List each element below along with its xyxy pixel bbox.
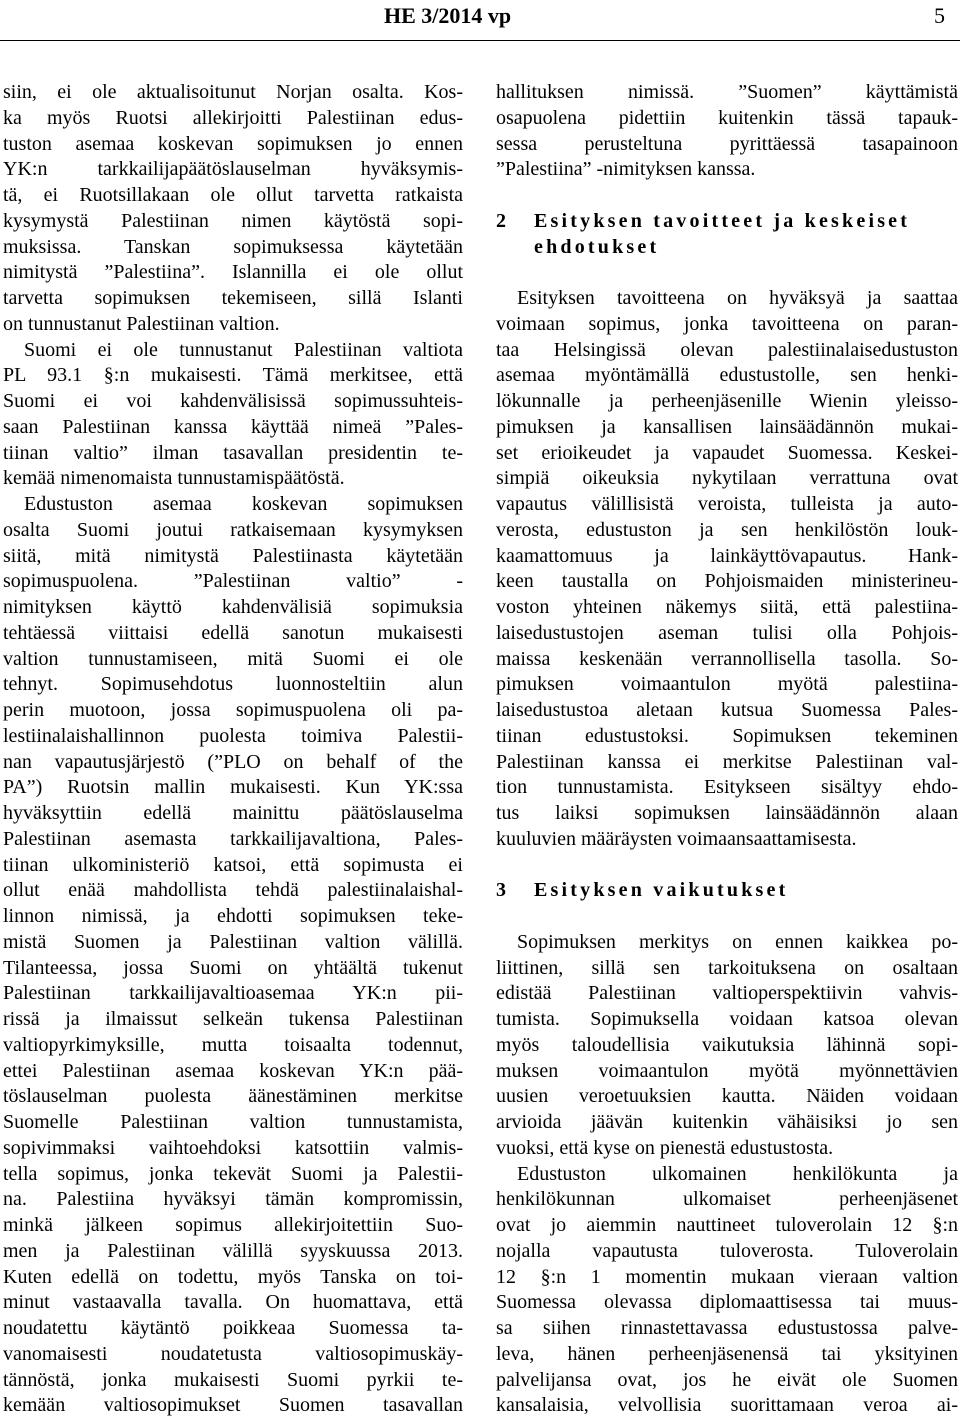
text-line: Kuten edellä on todettu, myös Tanska on toi- [3, 1265, 463, 1288]
section-body [496, 286, 958, 853]
text-line: kemään valtiosopimukset Suomen tasavallan [3, 1394, 463, 1417]
page-header [0, 0, 960, 40]
text-line: kansalaisia, velvollisia suorittamaan veroa ai- [496, 1394, 958, 1417]
text-line: saan Palestiinan kanssa käyttää nimeä ”Pales- [3, 415, 463, 438]
text-line: rissä ja ilmaissut selkeän tukensa Palestiinan [3, 1008, 463, 1030]
text-line: leva, hänen perheenjäsenensä tai yksityinen [496, 1342, 958, 1365]
text-line: asemaa myöntämällä edustustolle, sen henki- [496, 364, 958, 387]
document-title: HE 3/2014 vp [384, 3, 512, 28]
text-line: uusien veroetuuksien kautta. Näiden voidaan [496, 1085, 958, 1108]
text-line: töslauselman puolesta äänestäminen merkitse [3, 1085, 463, 1108]
text-line: laisedustustojen aseman tulisi olla Pohjois- [496, 621, 958, 644]
section-title: Esityksen vaikutukset [534, 879, 789, 902]
text-line: Esityksen tavoitteena on hyväksyä ja saattaa [517, 287, 958, 309]
text-line: tehnyt. Sopimusehdotus luonnosteltiin alun [3, 673, 463, 696]
text-line: verosta, edustuston ja sen henkilöstön louk- [496, 518, 958, 541]
header-rule [0, 40, 960, 41]
page-number: 5 [934, 3, 945, 28]
text-line: muksen voimaantulon myötä myönnettävien [496, 1059, 958, 1082]
text-line: ”Palestiina” -nimityksen kanssa. [496, 158, 756, 181]
text-line: na. Palestiina hyväksyi tämän kompromissin, [3, 1188, 463, 1211]
section-heading [496, 209, 958, 235]
text-line: liittinen, sillä sen tarkoituksena on osaltaan [496, 956, 958, 979]
text-line: tion tunnustamista. Esitykseen sisältyy ehdo- [496, 776, 958, 799]
text-line: kaamattomuus ja lainkäyttövapautus. Hank- [496, 544, 958, 567]
text-line: lökunnalle ja perheenjäsenille Wienin yleisso- [496, 390, 958, 412]
text-line: men ja Palestiinan välillä syyskuussa 2013. [3, 1239, 463, 1262]
text-line: pimuksen voimaantulon myötä palestiina- [496, 673, 958, 696]
text-line: linnon nimissä, ja ehdotti sopimuksen teke- [3, 905, 463, 927]
text-line: vanomaisesti noudatetusta valtiosopimuskäy- [3, 1342, 463, 1365]
text-line: myös taloudellisia vaikutuksia lähinnä sopi- [496, 1033, 958, 1056]
text-line: tus laiksi sopimuksen lainsäädännön alaan [496, 802, 958, 824]
text-line: nojalla vapautusta tuloverosta. Tuloverolain [496, 1239, 958, 1262]
text-line: on tunnustanut Palestiinan valtion. [3, 312, 280, 335]
text-line: ettei Palestiinan asemaa koskevan YK:n pää- [3, 1059, 463, 1082]
text-line: perin muotoon, jossa sopimuspuolena oli pa- [3, 699, 463, 721]
text-line: Edustuston ulkomainen henkilökunta ja [517, 1162, 958, 1185]
text-line: sa siihen rinnastettavassa edustustossa palve- [496, 1317, 958, 1339]
text-line: vapautus välillisistä veroista, tulleista ja auto- [496, 493, 958, 515]
text-line: minut vastaavalla tavalla. On huomattava, että [3, 1291, 463, 1314]
text-line: Edustuston asemaa koskevan sopimuksen [24, 493, 463, 515]
text-line: ollut enää mahdollista tehdä palestiinalaishal- [3, 879, 463, 902]
text-line: nimityksen käyttö kahdenvälisiä sopimuksia [3, 596, 463, 618]
intro-paragraph [496, 80, 958, 183]
text-line: maissa keskenään verrannollisella tasolla. So- [496, 647, 958, 670]
text-line: lestiinalaishallinnon puolesta toimiva Palestii- [3, 724, 463, 747]
text-line: osalta Suomi joutui ratkaisemaan kysymyksen [3, 518, 463, 541]
text-line: hallituksen nimissä. ”Suomen” käyttämistä [496, 81, 958, 103]
text-line: nan vapautusjärjestö (”PLO on behalf of the [3, 750, 463, 773]
text-line: PA”) Ruotsin mallin mukaisesti. Kun YK:ssa [3, 776, 463, 799]
text-line: siin, ei ole aktualisoitunut Norjan osalta. Kos- [3, 81, 463, 103]
text-line: Suomi ei voi kahdenvälisissä sopimussuhteis- [3, 390, 463, 412]
text-line: palvelijansa ovat, jos he eivät ole Suomen [496, 1368, 958, 1391]
text-line: Palestiinan kanssa ei merkitse Palestiinan val- [496, 750, 958, 773]
text-line: ovat jo aiemmin nauttineet tuloverolain 12 §:n [496, 1214, 958, 1236]
text-line: keen taustalla on Pohjoismaiden ministerineu- [496, 570, 958, 593]
text-line: kysymystä Palestiinan nimen käytöstä sopi- [3, 209, 463, 232]
text-line: tuston asemaa koskevan sopimuksen jo ennen [3, 132, 463, 155]
text-line: osapuolena pidettiin kuitenkin tässä tapauk- [496, 106, 958, 129]
text-line: valtiopyrkimyksille, mutta toisaalta todennut, [3, 1033, 463, 1056]
text-line: hyväksyttiin edellä mainittu päätöslauselma [3, 802, 463, 824]
section-body [496, 930, 958, 1419]
section-number: 3 [496, 879, 506, 902]
section-title-continuation: ehdotukset [534, 235, 660, 258]
text-line: mistä Suomen ja Palestiinan valtion välillä. [3, 930, 463, 953]
text-line: Suomessa olevassa diplomaattisessa tai muus- [496, 1291, 958, 1314]
text-line: tännöstä, jonka mukaisesti Suomi pyrkii te- [3, 1368, 463, 1391]
text-line: valtion tunnustamiseen, mitä Suomi ei ole [3, 647, 463, 670]
text-line: muksissa. Tanskan sopimuksessa käytetään [3, 235, 463, 258]
text-line: tä, ei Ruotsillakaan ole ollut tarvetta ratkaista [3, 184, 463, 206]
text-line: kemää nimenomaista tunnustamispäätöstä. [3, 467, 345, 490]
section-title: Esityksen tavoitteet ja keskeiset [534, 209, 911, 232]
text-line: pimuksen ja kansallisen lainsäädännön mukai- [496, 415, 958, 438]
text-line: set erioikeudet ja vapaudet Suomessa. Keskei- [496, 441, 958, 464]
text-line: ka myös Ruotsi allekirjoitti Palestiinan edus- [3, 106, 463, 129]
text-line: laisedustustoa aletaan kutsua Suomessa Pales- [496, 699, 958, 721]
text-line: voston yhteinen näkemys siitä, että palestiina- [496, 596, 958, 618]
text-line: tella sopimus, jonka tekevät Suomi ja Palestii- [3, 1162, 463, 1185]
text-line: tiinan valtio” ilman tasavallan presidentin te- [3, 441, 463, 464]
text-line: Palestiinan asemasta tarkkailijavaltiona, Pales- [3, 827, 463, 850]
text-line: sopivimmaksi vaihtoehdoksi katsottiin valmis- [3, 1136, 463, 1159]
text-line: taa Helsingissä olevan palestiinalaisedustuston [496, 338, 958, 361]
text-line: voimaan sopimus, jonka tavoitteena on paran- [496, 312, 958, 335]
text-line: henkilökunnan ulkomaiset perheenjäsenet [496, 1188, 958, 1211]
text-line: noudatettu käytäntö poikkeaa Suomessa ta- [3, 1317, 463, 1339]
text-line: 12 §:n 1 momentin mukaan vieraan valtion [496, 1265, 958, 1288]
text-line: YK:n tarkkailijapäätöslauselman hyväksymis- [3, 158, 463, 181]
text-line: Sopimuksen merkitys on ennen kaikkea po- [517, 930, 958, 953]
section-heading [496, 878, 958, 904]
text-line: siitä, mitä nimitystä Palestiinasta käytetään [3, 544, 463, 567]
text-line: tiinan edustustoksi. Sopimuksen tekeminen [496, 724, 958, 747]
text-line: Palestiinan tarkkailijavaltioasemaa YK:n pii- [3, 982, 463, 1005]
text-line: simpiä oikeuksia nykytilaan verrattuna ovat [496, 467, 958, 490]
text-line: Suomi ei ole tunnustanut Palestiinan valtiota [24, 338, 463, 361]
text-line: tehtäessä viittaisi edellä sanotun mukaisesti [3, 621, 463, 644]
section-number: 2 [496, 209, 506, 232]
text-line: kuuluvien määräysten voimaansaattamisesta. [496, 827, 857, 850]
text-line: PL 93.1 §:n mukaisesti. Tämä merkitsee, että [3, 364, 463, 387]
text-line: tiinan ulkoministeriö katsoi, että sopimusta ei [3, 853, 463, 876]
text-line: vuoksi, että kyse on pienestä edustustosta. [496, 1136, 834, 1159]
text-line: Suomelle Palestiinan valtion tunnustamista, [3, 1111, 463, 1133]
text-line: arvioida jäävän kuitenkin vähäisiksi jo sen [496, 1111, 958, 1133]
left-column [3, 80, 463, 1419]
right-column [496, 80, 958, 1419]
text-line: edistää Palestiinan valtioperspektiivin vahvis- [496, 982, 958, 1005]
text-line: sessa perusteltuna pyrittäessä tasapainoon [496, 132, 958, 155]
text-line: Tilanteessa, jossa Suomi on yhtäältä tukenut [3, 956, 463, 979]
text-line: minkä jälkeen sopimus allekirjoitettiin Suo- [3, 1214, 463, 1236]
text-line: tarvetta sopimuksen tekemiseen, sillä Islanti [3, 287, 463, 309]
text-line: nimitystä ”Palestiina”. Islannilla ei ole ollut [3, 261, 463, 284]
text-line: sopimuspuolena. ”Palestiinan valtio” - [3, 570, 463, 593]
text-line: tumista. Sopimuksella voidaan katsoa olevan [496, 1008, 958, 1030]
